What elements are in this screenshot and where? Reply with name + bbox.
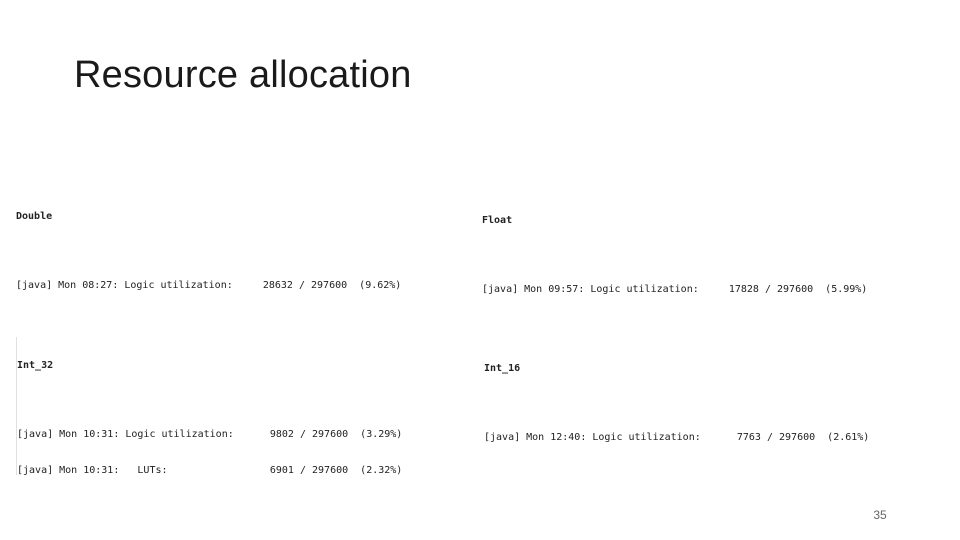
panel-float [482, 192, 922, 316]
log-rows-double [16, 257, 461, 312]
log-line: [java] Mon 10:31: LUTs: 6901 / 297600 (2.32%) [17, 464, 403, 475]
panel-label-int16: Int_16 [484, 363, 521, 374]
panel-label-float: Float [482, 215, 513, 226]
panel-label-double: Double [16, 211, 53, 222]
page-number: 35 [873, 508, 887, 522]
panel-label-int32: Int_32 [17, 360, 54, 371]
log-rows-int32 [17, 406, 451, 475]
panel-int32 [16, 337, 451, 475]
slide-title: Resource allocation [74, 54, 412, 96]
log-line: [java] Mon 09:57: Logic utilization: 17828 / 297600 (5.99%) [482, 284, 868, 295]
log-rows-float [482, 261, 922, 316]
log-line: [java] Mon 12:40: Logic utilization: 7763 / 297600 (2.61%) [484, 432, 870, 443]
panel-double [16, 188, 461, 312]
log-line: [java] Mon 08:27: Logic utilization: 28632 / 297600 (9.62%) [16, 280, 402, 291]
log-rows-int16 [484, 409, 924, 464]
log-line: [java] Mon 10:31: Logic utilization: 9802 / 297600 (3.29%) [17, 429, 403, 440]
panel-int16 [484, 340, 924, 464]
